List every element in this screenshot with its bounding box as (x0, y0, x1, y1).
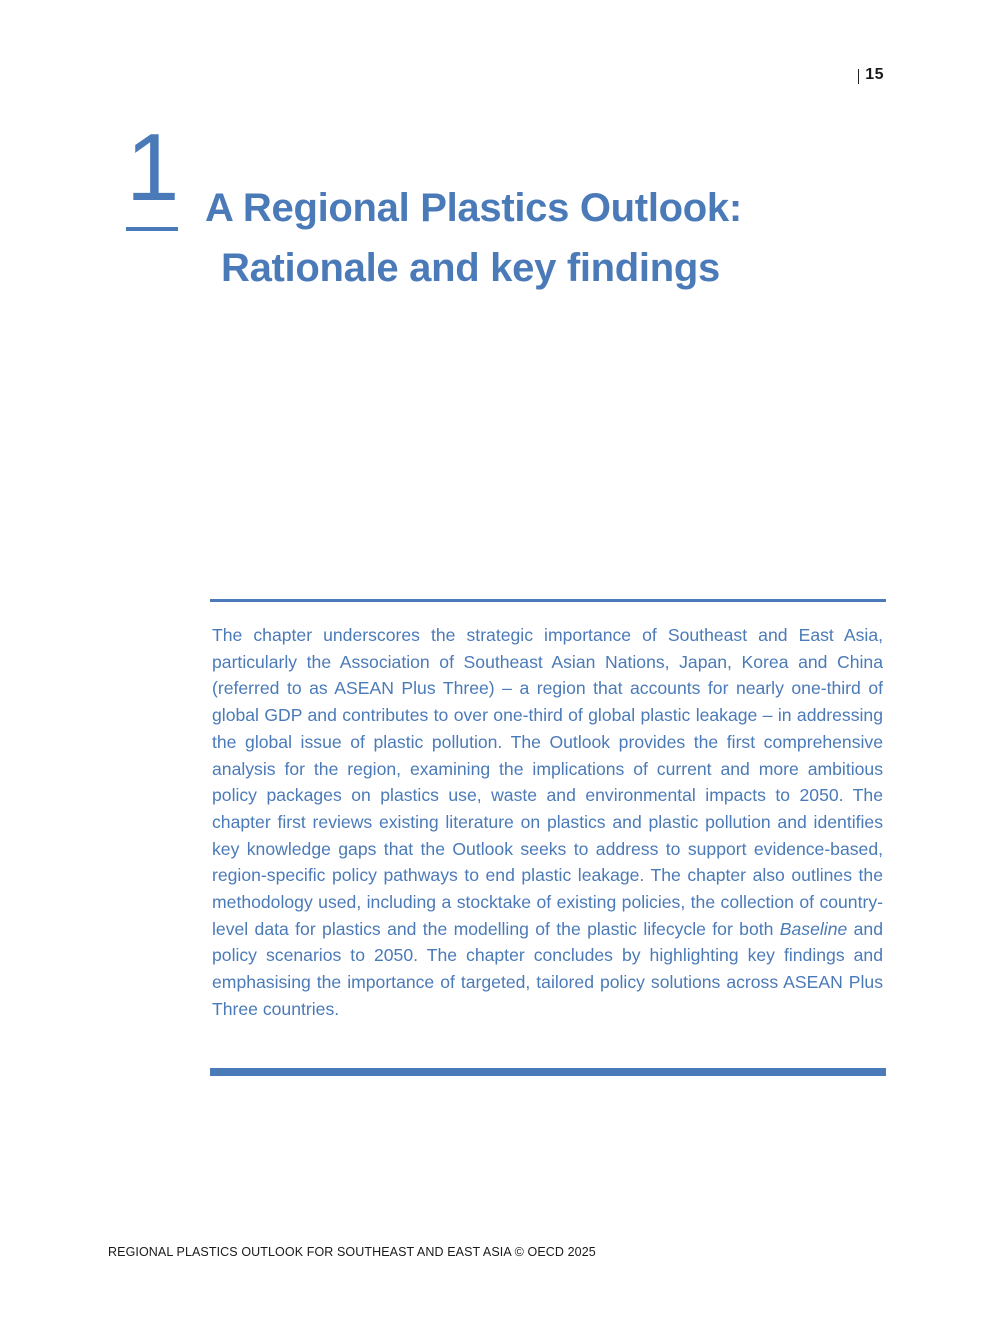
page-number: 15 (865, 66, 884, 83)
abstract-text-part1: The chapter underscores the strategic importance of Southeast and East Asia, particularly the Association of Southeast Asian Nations, Japan, Korea and China (referred to as ASEAN Plus Three) – a region that accounts for nearly one-third of global GDP and contributes to over one-third of global plastic leakage – in addressing the global issue of plastic pollution. The Outlook provides the first comprehensive analysis for the region, examining the implications of current and more ambitious policy packages on plastics use, waste and environmental impacts to 2050. The chapter first reviews existing literature on plastics and plastic pollution and identifies key knowledge gaps that the Outlook seeks to address to support evidence-based, region-specific policy pathways to end plastic leakage. The chapter also outlines the methodology used, including a stocktake of existing policies, the collection of country-level data for plastics and the modelling of the plastic lifecycle for both (212, 625, 883, 939)
chapter-title-line2: Rationale and key findings (221, 246, 720, 290)
page-header (858, 66, 884, 84)
chapter-number: 1 (126, 114, 180, 221)
chapter-number-underline (126, 227, 178, 231)
abstract-text-part2: and policy scenarios to 2050. The chapter concludes by highlighting key findings and emphasising the importance of targeted, tailored policy solutions across ASEAN Plus Three countries. (212, 918, 883, 1019)
page-number-separator (858, 69, 859, 84)
abstract-italic-term: Baseline (779, 918, 848, 939)
chapter-title-line1: A Regional Plastics Outlook: (205, 186, 742, 230)
chapter-title (205, 178, 742, 298)
abstract-top-rule (210, 599, 886, 602)
page-footer: REGIONAL PLASTICS OUTLOOK FOR SOUTHEAST AND EAST ASIA © OECD 2025 (108, 1245, 596, 1259)
chapter-abstract (212, 622, 883, 1023)
abstract-bottom-rule (210, 1068, 886, 1076)
